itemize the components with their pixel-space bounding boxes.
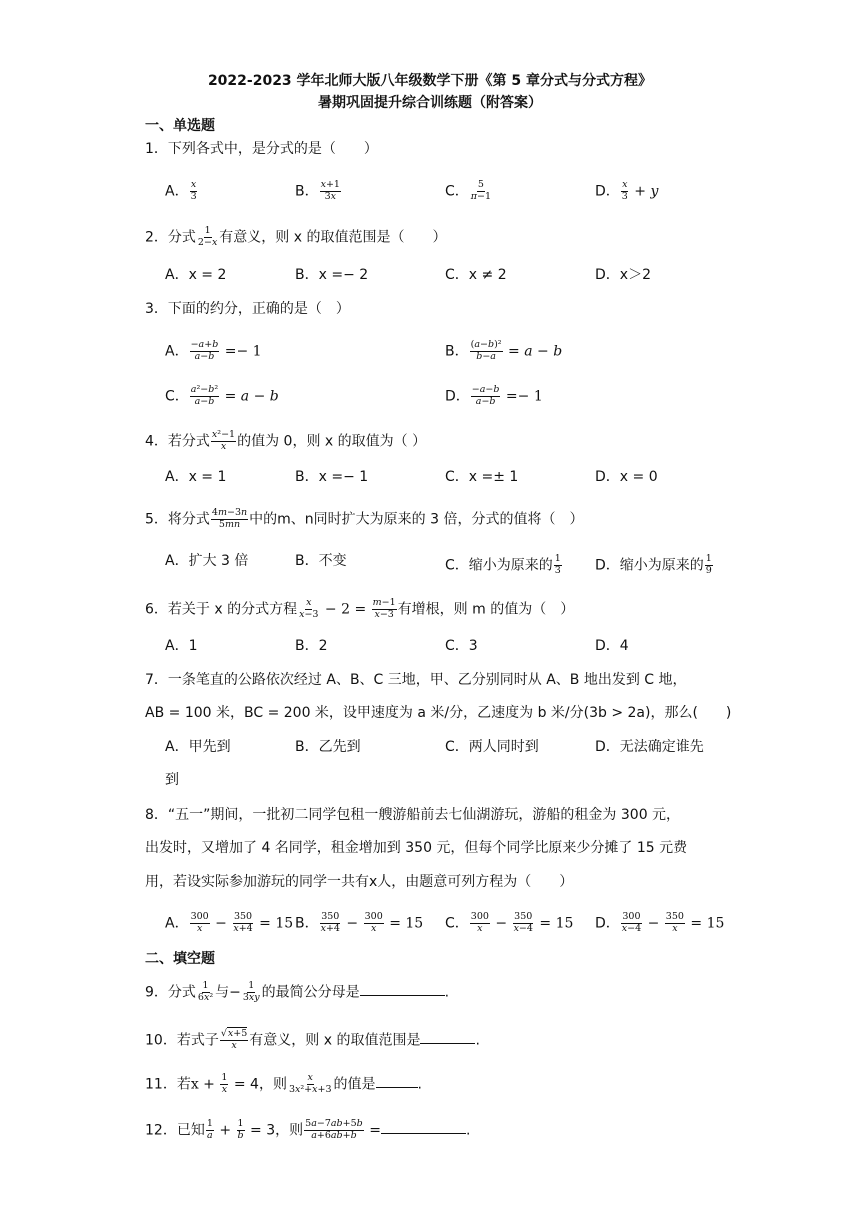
question-12: 12．已知 $\frac{1}{a}$ + $\frac{1}{b}$ = 3，则 $\frac{5a-7ab+5b}{a+6ab+b}$ = .	[145, 1118, 471, 1141]
q6-option-a[interactable]: A．1	[165, 638, 198, 654]
q7-option-d-wrap: 到	[165, 772, 179, 788]
question-9: 9．分式 $\frac{1}{\text{6x²}}$ 与− $\frac{1}{3xy}$ 的最简公分母是 .	[145, 980, 450, 1003]
q4-option-c[interactable]: C．x =± 1	[445, 469, 519, 485]
q2-option-a[interactable]: A．x = 2	[165, 267, 227, 283]
question-6: 6．若关于 x 的分式方程 $\frac{x}{x-3}$ − 2 = $\frac{m-1}{x-3}$ 有增根，则 m 的值为（ ）	[145, 597, 575, 620]
section-single-choice: 一、单选题	[145, 118, 215, 134]
q2-option-c[interactable]: C．x ≠ 2	[445, 267, 507, 283]
q4-option-d[interactable]: D．x = 0	[595, 469, 658, 485]
q11-answer-blank[interactable]	[376, 1087, 418, 1088]
q8-option-c[interactable]: C． $\frac{300}{x}$ − $\frac{350}{x-4}$ = 15	[445, 911, 574, 934]
title-line-1: 2022-2023 学年北师大版八年级数学下册《第 5 章分式与分式方程》	[207, 73, 653, 89]
q6-option-d[interactable]: D．4	[595, 638, 629, 654]
question-10: 10．若式子 $\frac{√x+5}{x}$ 有意义，则 x 的取值范围是 .	[145, 1028, 480, 1051]
q7-option-b[interactable]: B．乙先到	[295, 739, 361, 755]
q3-option-c[interactable]: C． $\frac{\text{a²−b²}}{a-b}$ = a − b	[165, 384, 279, 407]
question-8-line-1: 8．“五一”期间，一批初二同学包租一艘游船前去七仙湖游玩，游船的租金为 300 元，	[145, 807, 681, 823]
q3-option-d[interactable]: D． $\frac{-a-b}{a-b}$ =− 1	[445, 384, 543, 407]
question-3: 3．下面的约分，正确的是（ ）	[145, 301, 350, 317]
q6-option-c[interactable]: C．3	[445, 638, 478, 654]
question-8-line-2: 出发时，又增加了 4 名同学，租金增加到 350 元，但每个同学比原来少分摊了 15 元费	[145, 840, 688, 856]
q9-answer-blank[interactable]	[360, 995, 445, 996]
q1-option-a[interactable]: A． $\frac{x}{3}$	[165, 179, 197, 202]
question-1: 1．下列各式中，是分式的是（ ）	[145, 141, 378, 157]
q3-option-b[interactable]: B． $\frac{\text{(a−b)²}}{b-a}$ = a − b	[445, 339, 563, 362]
question-2: 2．分式 $\frac{1}{2-x}$ 有意义，则 x 的取值范围是（ ）	[145, 225, 447, 248]
q8-option-d[interactable]: D． $\frac{300}{x-4}$ − $\frac{350}{x}$ = 15	[595, 911, 725, 934]
q7-option-d[interactable]: D．无法确定谁先	[595, 739, 704, 755]
title-line-2: 暑期巩固提升综合训练题（附答案）	[318, 95, 542, 111]
q5-option-b[interactable]: B．不变	[295, 553, 347, 569]
question-7-line-1: 7．一条笔直的公路依次经过 A、B、C 三地，甲、乙分别同时从 A、B 地出发到 C 地，	[145, 672, 687, 688]
q5-option-a[interactable]: A．扩大 3 倍	[165, 553, 249, 569]
q8-option-b[interactable]: B． $\frac{350}{x+4}$ − $\frac{300}{x}$ = 15	[295, 911, 424, 934]
question-4: 4．若分式 $\frac{\text{x²−1}}{x}$ 的值为 0，则 x 的取值为（ ）	[145, 429, 427, 452]
q5-option-d[interactable]: D．缩小为原来的 $\frac{1}{9}$	[595, 553, 712, 576]
q1-option-b[interactable]: B． $\frac{x+1}{3x}$	[295, 179, 340, 202]
q6-option-b[interactable]: B．2	[295, 638, 328, 654]
question-8-line-3: 用，若设实际参加游玩的同学一共有x人，由题意可列方程为（ ）	[145, 874, 574, 890]
q1-option-d[interactable]: D． $\frac{x}{3}$ + y	[595, 179, 659, 202]
q7-option-a[interactable]: A．甲先到	[165, 739, 231, 755]
q1-option-c[interactable]: C． $\frac{5}{\pi-1}$	[445, 179, 492, 202]
question-7-line-2: AB = 100 米，BC = 200 米，设甲速度为 a 米/分，乙速度为 b 米/分(3b > 2a)，那么( )	[145, 705, 732, 721]
q3-option-a[interactable]: A． $\frac{-a+b}{a-b}$ =− 1	[165, 339, 262, 362]
q8-option-a[interactable]: A． $\frac{300}{x}$ − $\frac{350}{x+4}$ = 15	[165, 911, 294, 934]
q4-option-a[interactable]: A．x = 1	[165, 469, 227, 485]
q7-option-c[interactable]: C．两人同时到	[445, 739, 539, 755]
question-11: 11．若x + $\frac{1}{x}$ = 4，则 $\frac{x}{\text{3x²+x+3}}$ 的值是 .	[145, 1072, 422, 1095]
q2-option-d[interactable]: D．x＞2	[595, 267, 651, 283]
q5-option-c[interactable]: C．缩小为原来的 $\frac{1}{3}$	[445, 553, 561, 576]
section-fill-in: 二、填空题	[145, 951, 215, 967]
q2-option-b[interactable]: B．x =− 2	[295, 267, 369, 283]
question-5: 5．将分式 $\frac{4m-3n}{5mn}$ 中的m、n同时扩大为原来的 3 倍，分式的值将（ ）	[145, 507, 584, 530]
q10-answer-blank[interactable]	[420, 1043, 475, 1044]
q12-answer-blank[interactable]	[381, 1133, 466, 1134]
q4-option-b[interactable]: B．x =− 1	[295, 469, 369, 485]
